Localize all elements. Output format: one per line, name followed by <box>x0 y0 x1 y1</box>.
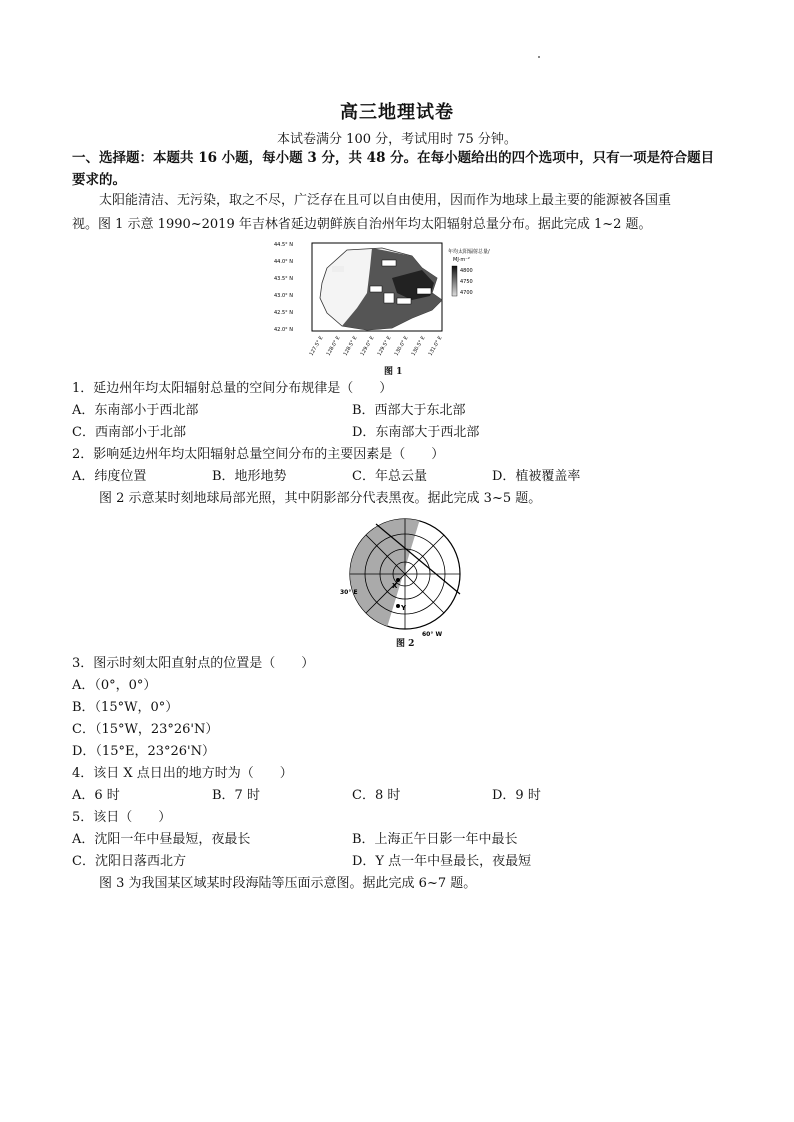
q1-option-b[interactable]: B．西部大于东北部 <box>352 403 466 418</box>
section-heading <box>72 147 722 191</box>
polar-illumination-diagram <box>340 514 470 644</box>
lon-tick-label: 130.5° E <box>410 335 427 357</box>
lat-tick-label: 44.0° N <box>274 259 293 265</box>
legend-value: 4750 <box>460 279 473 285</box>
label-30e: 30° E <box>340 589 358 596</box>
lat-tick-label: 42.5° N <box>274 310 293 316</box>
question-4-stem: 4．该日 X 点日出的地方时为（ ） <box>72 766 293 781</box>
point-y <box>396 604 400 608</box>
lon-tick-label: 130.0° E <box>393 335 410 357</box>
question-3-stem: 3．图示时刻太阳直射点的位置是（ ） <box>72 656 315 671</box>
q1-option-d[interactable]: D．东南部大于西北部 <box>352 425 480 440</box>
figure-1-caption: 图 1 <box>384 367 403 377</box>
q2-option-a[interactable]: A．纬度位置 <box>72 469 147 484</box>
intro-1-line1: 太阳能清洁、无污染，取之不尽，广泛存在且可以自由使用，因而作为地球上最主要的能源被各国重 <box>99 193 672 208</box>
q3-option-d[interactable]: D．（15°E，23°26'N） <box>72 744 215 759</box>
radiation-map <box>272 238 512 378</box>
lon-tick-label: 128.0° E <box>325 335 342 357</box>
q5-option-d[interactable]: D．Y 点一年中昼最长，夜最短 <box>352 854 532 869</box>
page-mark-dot <box>538 56 540 58</box>
q3-option-c[interactable]: C．（15°W，23°26'N） <box>72 722 219 737</box>
q5-option-c[interactable]: C．沈阳日落西北方 <box>72 854 186 869</box>
lon-tick-label: 131.0° E <box>427 335 444 357</box>
lon-tick-label: 129.0° E <box>359 335 376 357</box>
legend-unit: MJ·m⁻² <box>453 257 470 263</box>
q2-option-c[interactable]: C．年总云量 <box>352 469 427 484</box>
question-1-stem: 1．延边州年均太阳辐射总量的空间分布规律是（ ） <box>72 381 393 396</box>
lat-tick-label: 43.5° N <box>274 276 293 282</box>
q4-option-c[interactable]: C．8 时 <box>352 788 401 803</box>
lat-tick-label: 44.5° N <box>274 242 293 248</box>
page-title: 高三地理试卷 <box>340 102 454 123</box>
intro-1-line2: 视。图 1 示意 1990~2019 年吉林省延边朝鲜族自治州年均太阳辐射总量分布。据此完成 1~2 题。 <box>72 217 652 232</box>
legend-title: 年均太阳辐射总量/ <box>448 249 490 255</box>
q1-option-a[interactable]: A．东南部小于西北部 <box>72 403 199 418</box>
section-heading-line1: 一、选择题：本题共 16 小题，每小题 3 分，共 48 分。在每小题给出的四个选项中，只有一项是符合题目 <box>72 150 715 166</box>
intro-paragraph-3: 图 3 为我国某区域某时段海陆等压面示意图。据此完成 6~7 题。 <box>99 876 477 891</box>
q3-option-a[interactable]: A．（0°，0°） <box>72 678 157 693</box>
label-y: Y <box>401 604 407 612</box>
question-2-stem: 2．影响延边州年均太阳辐射总量空间分布的主要因素是（ ） <box>72 447 445 462</box>
lon-tick-label: 128.5° E <box>342 335 359 357</box>
q4-option-b[interactable]: B．7 时 <box>212 788 260 803</box>
figure-2-illumination <box>340 514 470 644</box>
lon-tick-label: 129.5° E <box>376 335 393 357</box>
lon-tick-label: 127.5° E <box>308 335 325 357</box>
legend-value: 4700 <box>460 290 473 296</box>
exam-info: 本试卷满分 100 分，考试用时 75 分钟。 <box>277 132 517 147</box>
q1-option-c[interactable]: C．西南部小于北部 <box>72 425 186 440</box>
label-x: X <box>392 582 398 590</box>
q4-option-a[interactable]: A．6 时 <box>72 788 120 803</box>
section-heading-line2: 要求的。 <box>72 172 126 188</box>
q3-option-b[interactable]: B．（15°W，0°） <box>72 700 179 715</box>
q5-option-b[interactable]: B．上海正午日影一年中最长 <box>352 832 518 847</box>
intro-paragraph-1 <box>72 189 722 237</box>
q4-option-d[interactable]: D．9 时 <box>492 788 541 803</box>
legend-value: 4800 <box>460 268 473 274</box>
question-5-stem: 5．该日（ ） <box>72 810 172 825</box>
q2-option-d[interactable]: D．植被覆盖率 <box>492 469 581 484</box>
lat-tick-label: 43.0° N <box>274 293 293 299</box>
legend-color-bar <box>452 266 457 296</box>
intro-paragraph-2: 图 2 示意某时刻地球局部光照，其中阴影部分代表黑夜。据此完成 3~5 题。 <box>99 491 542 506</box>
label-60w: 60° W <box>422 631 443 638</box>
q2-option-b[interactable]: B．地形地势 <box>212 469 287 484</box>
figure-1-map <box>272 238 512 378</box>
lat-tick-label: 42.0° N <box>274 327 293 333</box>
figure-2-caption: 图 2 <box>396 639 415 649</box>
q5-option-a[interactable]: A．沈阳一年中昼最短，夜最长 <box>72 832 251 847</box>
